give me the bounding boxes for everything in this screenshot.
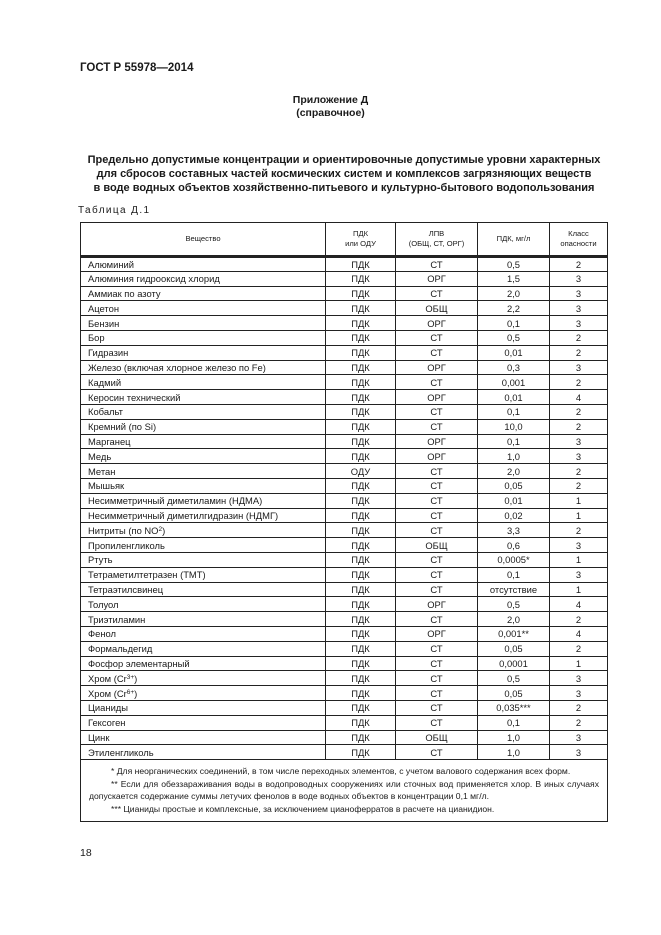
norm-type-cell: ПДК [325,671,395,685]
hazard-class-cell: 3 [549,686,607,700]
substance-cell [81,346,325,360]
pdk-value-cell: 0,05 [477,479,549,493]
hazard-class-cell: 1 [549,553,607,567]
header-label: (ОБЩ, СТ, ОРГ) [408,239,465,248]
lpv-cell: СТ [395,642,477,656]
substance-name: Ртуть [88,554,113,566]
pdk-value-cell: 0,01 [477,494,549,508]
substance-cell [81,627,325,641]
header-cell-value [477,223,549,255]
norm-type-cell: ПДК [325,538,395,552]
substance-cell [81,568,325,582]
footnote: * Для неорганических соединений, в том числе переходных элементов, с учетом валового содержания всех форм. [111,766,571,777]
lpv-cell: СТ [395,509,477,523]
substance-name: Гексоген [88,717,126,729]
pdk-value-cell: 2,0 [477,612,549,626]
substance-name: Фенол [88,628,116,640]
hazard-class-cell: 1 [549,657,607,671]
lpv-cell: СТ [395,375,477,389]
hazard-class-cell: 3 [549,272,607,286]
substance-name: Хром (Cr [88,672,127,684]
pdk-value-cell: 0,5 [477,331,549,345]
table-footnotes [81,759,607,821]
pdk-value-cell: 0,001 [477,375,549,389]
table-row [81,522,607,537]
hazard-class-cell: 3 [549,538,607,552]
norm-type-cell: ПДК [325,287,395,301]
substance-name: Бензин [88,317,120,329]
lpv-cell: ОБЩ [395,538,477,552]
table-row [81,389,607,404]
lpv-cell: СТ [395,612,477,626]
hazard-class-cell: 2 [549,346,607,360]
table-row [81,463,607,478]
appendix-subtitle: (справочное) [296,107,365,119]
table-row [81,374,607,389]
lpv-cell: СТ [395,464,477,478]
substance-cell [81,435,325,449]
table-row [81,700,607,715]
hazard-class-cell: 3 [549,671,607,685]
hazard-class-cell: 4 [549,597,607,611]
hazard-class-cell: 2 [549,523,607,537]
substance-name: Этиленгликоль [88,746,154,758]
pdk-value-cell: 1,0 [477,731,549,745]
hazard-class-cell: 4 [549,390,607,404]
substance-name: Цинк [88,731,110,743]
substance-name: Нитриты (по NO [88,524,159,536]
table-row [81,715,607,730]
header-label: ПДК, мг/л [496,234,531,243]
norm-type-cell: ПДК [325,627,395,641]
substance-cell [81,464,325,478]
substance-cell: Хром (Cr 3+ ) [88,672,138,684]
header-label: Класс [568,229,589,238]
substance-name: Медь [88,450,112,462]
lpv-cell: СТ [395,523,477,537]
substance-name: Тетраэтилсвинец [88,583,164,595]
lpv-cell: СТ [395,553,477,567]
substance-name: Алюминий [88,258,134,270]
hazard-class-cell: 3 [549,745,607,759]
pdk-value-cell: 0,1 [477,316,549,330]
substance-name: Железо (включая хлорное железо по Fe) [88,361,266,373]
substance-name: Тетраметилтетразен (ТМТ) [88,569,206,581]
substance-cell [81,642,325,656]
norm-type-cell: ПДК [325,331,395,345]
norm-type-cell: ПДК [325,405,395,419]
pdk-value-cell: 10,0 [477,420,549,434]
table-row [81,582,607,597]
standard-number: ГОСТ Р 55978—2014 [80,62,194,74]
lpv-cell: ОБЩ [395,301,477,315]
pdk-value-cell: 0,0005* [477,553,549,567]
hazard-class-cell: 3 [549,435,607,449]
substance-name: Хром (Cr [88,687,127,699]
table-row [81,404,607,419]
table-row [81,448,607,463]
substance-cell [81,287,325,301]
norm-type-cell: ПДК [325,612,395,626]
table-row [81,685,607,700]
table-row [81,478,607,493]
hazard-class-cell: 2 [549,420,607,434]
norm-type-cell: ПДК [325,745,395,759]
appendix-title: Приложение Д [292,94,369,106]
header-cell-lpv [395,223,477,255]
pdk-value-cell: 1,0 [477,745,549,759]
footnote: *** Цианиды простые и комплексные, за исключением цианоферратов в расчете на цианидион. [111,803,495,814]
hazard-class-cell: 3 [549,449,607,463]
table-row [81,744,607,759]
norm-type-cell: ПДК [325,272,395,286]
substance-name: Несимметричный диметилгидразин (НДМГ) [88,509,279,521]
lpv-cell: СТ [395,568,477,582]
header-cell-norm [325,223,395,255]
lpv-cell: СТ [395,287,477,301]
pdk-value-cell: 0,5 [477,597,549,611]
substance-name: Марганец [88,435,131,447]
table-body [81,256,607,759]
lpv-cell: СТ [395,671,477,685]
table-row [81,271,607,286]
lpv-cell: СТ [395,686,477,700]
substance-suffix: ) [162,524,166,536]
hazard-class-cell: 2 [549,479,607,493]
table-row [81,434,607,449]
lpv-cell: ОРГ [395,627,477,641]
hazard-class-cell: 1 [549,583,607,597]
substance-name: Алюминия гидрооксид хлорид [88,273,220,285]
norm-type-cell: ПДК [325,568,395,582]
table-row [81,286,607,301]
table-row [81,641,607,656]
title-line: Предельно допустимые концентрации и ориентировочные допустимые уровни характерных [87,154,601,166]
substance-cell [81,390,325,404]
substance-cell [81,745,325,759]
lpv-cell: ОРГ [395,435,477,449]
table-row [81,656,607,671]
hazard-class-cell: 2 [549,258,607,271]
substance-name: Кобальт [88,406,123,418]
norm-type-cell: ПДК [325,361,395,375]
norm-type-cell: ПДК [325,494,395,508]
table-row [81,567,607,582]
table-row [81,626,607,641]
header-label: Вещество [185,234,221,243]
hazard-class-cell: 1 [549,494,607,508]
pdk-value-cell: 3,3 [477,523,549,537]
lpv-cell: СТ [395,479,477,493]
table-row [81,508,607,523]
pdk-value-cell: отсутствие [477,583,549,597]
lpv-cell: СТ [395,405,477,419]
table-row [81,419,607,434]
norm-type-cell: ПДК [325,642,395,656]
substance-name: Кадмий [88,376,122,388]
norm-type-cell: ПДК [325,731,395,745]
hazard-class-cell: 2 [549,716,607,730]
pdk-value-cell: 0,05 [477,686,549,700]
substance-cell: Хром (Cr 6+ ) [88,687,138,699]
pdk-value-cell: 0,05 [477,642,549,656]
substance-name: Мышьяк [88,480,125,492]
pdk-value-cell: 0,5 [477,671,549,685]
substance-name: Пропиленгликоль [88,539,165,551]
pdk-value-cell: 2,0 [477,287,549,301]
substance-name: Ацетон [88,302,119,314]
lpv-cell: СТ [395,657,477,671]
substance-cell [81,361,325,375]
table-row [81,330,607,345]
substance-name: Гидразин [88,347,129,359]
lpv-cell: СТ [395,701,477,715]
pdk-value-cell: 1,5 [477,272,549,286]
norm-type-cell: ПДК [325,509,395,523]
table-row [81,493,607,508]
substance-cell [81,331,325,345]
lpv-cell: СТ [395,258,477,271]
pdk-value-cell: 0,1 [477,568,549,582]
hazard-class-cell: 3 [549,301,607,315]
hazard-class-cell: 2 [549,375,607,389]
norm-type-cell: ПДК [325,686,395,700]
pdk-value-cell: 0,02 [477,509,549,523]
lpv-cell: СТ [395,745,477,759]
header-label: ЛПВ [428,229,445,238]
pdk-value-cell: 0,6 [477,538,549,552]
substance-cell [81,272,325,286]
substance-cell [81,258,325,271]
hazard-class-cell: 2 [549,405,607,419]
pdk-value-cell: 0,5 [477,258,549,271]
lpv-cell: СТ [395,716,477,730]
table-row [81,300,607,315]
norm-type-cell: ПДК [325,583,395,597]
substance-name: Триэтиламин [88,613,146,625]
pdk-value-cell: 0,01 [477,390,549,404]
substance-name: Формальдегид [88,643,153,655]
footnote: ** Если для обеззараживания воды в водопроводных сооружениях или сточных вод применяется хлор. В иных случаях допускается содержание суммы летучих фенолов в воде водных объектов в концентрации 0,1 мг/л. [89,778,599,802]
pdk-value-cell: 2,0 [477,464,549,478]
norm-type-cell: ПДК [325,701,395,715]
hazard-class-cell: 2 [549,612,607,626]
substance-name: Цианиды [88,702,129,714]
table-row [81,552,607,567]
hazard-class-cell: 3 [549,287,607,301]
lpv-cell: ОРГ [395,316,477,330]
substance-cell [81,420,325,434]
hazard-class-cell: 3 [549,568,607,582]
substance-cell [81,597,325,611]
hazard-class-cell: 1 [549,509,607,523]
lpv-cell: СТ [395,331,477,345]
norm-type-cell: ПДК [325,390,395,404]
substance-name: Фосфор элементарный [88,657,190,669]
norm-type-cell: ПДК [325,346,395,360]
norm-type-cell: ПДК [325,597,395,611]
table-row [81,596,607,611]
norm-type-cell: ПДК [325,523,395,537]
norm-type-cell: ПДК [325,420,395,434]
pdk-value-cell: 0,01 [477,346,549,360]
substance-cell [81,479,325,493]
lpv-cell: ОБЩ [395,731,477,745]
substance-cell [81,509,325,523]
hazard-class-cell: 4 [549,627,607,641]
substance-cell [81,375,325,389]
table-row [81,730,607,745]
lpv-cell: ОРГ [395,390,477,404]
substance-cell [81,494,325,508]
pdk-value-cell: 0,0001 [477,657,549,671]
page-number: 18 [80,847,92,859]
pdk-value-cell: 0,1 [477,435,549,449]
substance-cell [81,657,325,671]
document-title [80,153,608,195]
pdk-value-cell: 2,2 [477,301,549,315]
lpv-cell: ОРГ [395,597,477,611]
table-row [81,611,607,626]
substance-cell [81,553,325,567]
pdk-value-cell: 1,0 [477,449,549,463]
substance-name: Аммиак по азоту [88,287,161,299]
norm-type-cell: ПДК [325,301,395,315]
norm-type-cell: ПДК [325,316,395,330]
table-row [81,315,607,330]
substance-cell [81,405,325,419]
substance-cell [81,301,325,315]
substances-table [80,222,608,822]
hazard-class-cell: 3 [549,316,607,330]
norm-type-cell: ПДК [325,716,395,730]
table-row [81,345,607,360]
substance-suffix: ) [134,672,138,684]
pdk-value-cell: 0,001** [477,627,549,641]
substance-cell [81,731,325,745]
lpv-cell: ОРГ [395,272,477,286]
pdk-value-cell: 0,1 [477,405,549,419]
substance-name: Керосин технический [88,391,181,403]
title-line: для сбросов составных частей космических систем и комплексов загрязняющих веществ [96,168,592,180]
substance-cell [81,449,325,463]
hazard-class-cell: 2 [549,464,607,478]
substance-name: Метан [88,465,116,477]
pdk-value-cell: 0,3 [477,361,549,375]
lpv-cell: СТ [395,346,477,360]
norm-type-cell: ОДУ [325,464,395,478]
norm-type-cell: ПДК [325,435,395,449]
header-cell-class [549,223,607,255]
hazard-class-cell: 2 [549,701,607,715]
lpv-cell: ОРГ [395,449,477,463]
header-label: или ОДУ [345,239,376,248]
substance-name: Бор [88,332,105,344]
substance-cell [81,316,325,330]
lpv-cell: ОРГ [395,361,477,375]
norm-type-cell: ПДК [325,553,395,567]
header-label: ПДК [352,229,369,238]
pdk-value-cell: 0,1 [477,716,549,730]
norm-type-cell: ПДК [325,479,395,493]
table-row [81,256,607,271]
substance-cell [81,538,325,552]
table-header-row [81,223,607,256]
substance-cell [81,716,325,730]
table-row [81,537,607,552]
norm-type-cell: ПДК [325,258,395,271]
norm-type-cell: ПДК [325,375,395,389]
hazard-class-cell: 3 [549,361,607,375]
substance-name: Кремний (по Si) [88,421,157,433]
hazard-class-cell: 2 [549,331,607,345]
pdk-value-cell: 0,035*** [477,701,549,715]
lpv-cell: СТ [395,420,477,434]
lpv-cell: СТ [395,583,477,597]
hazard-class-cell: 2 [549,642,607,656]
lpv-cell: СТ [395,494,477,508]
table-caption: Таблица Д.1 [78,205,151,216]
substance-cell [81,583,325,597]
norm-type-cell: ПДК [325,657,395,671]
header-cell-substance [81,223,325,255]
substance-cell [81,701,325,715]
hazard-class-cell: 3 [549,731,607,745]
norm-type-cell: ПДК [325,449,395,463]
title-line: в воде водных объектов хозяйственно-питьевого и культурно-бытового водопользования [93,182,595,194]
substance-cell [81,612,325,626]
table-row [81,360,607,375]
substance-name: Толуол [88,598,119,610]
table-row [81,670,607,685]
substance-name: Несимметричный диметиламин (НДМА) [88,495,263,507]
substance-suffix: ) [134,687,138,699]
header-label: опасности [560,239,597,248]
substance-cell: Нитриты (по NO 2 ) [88,524,166,536]
